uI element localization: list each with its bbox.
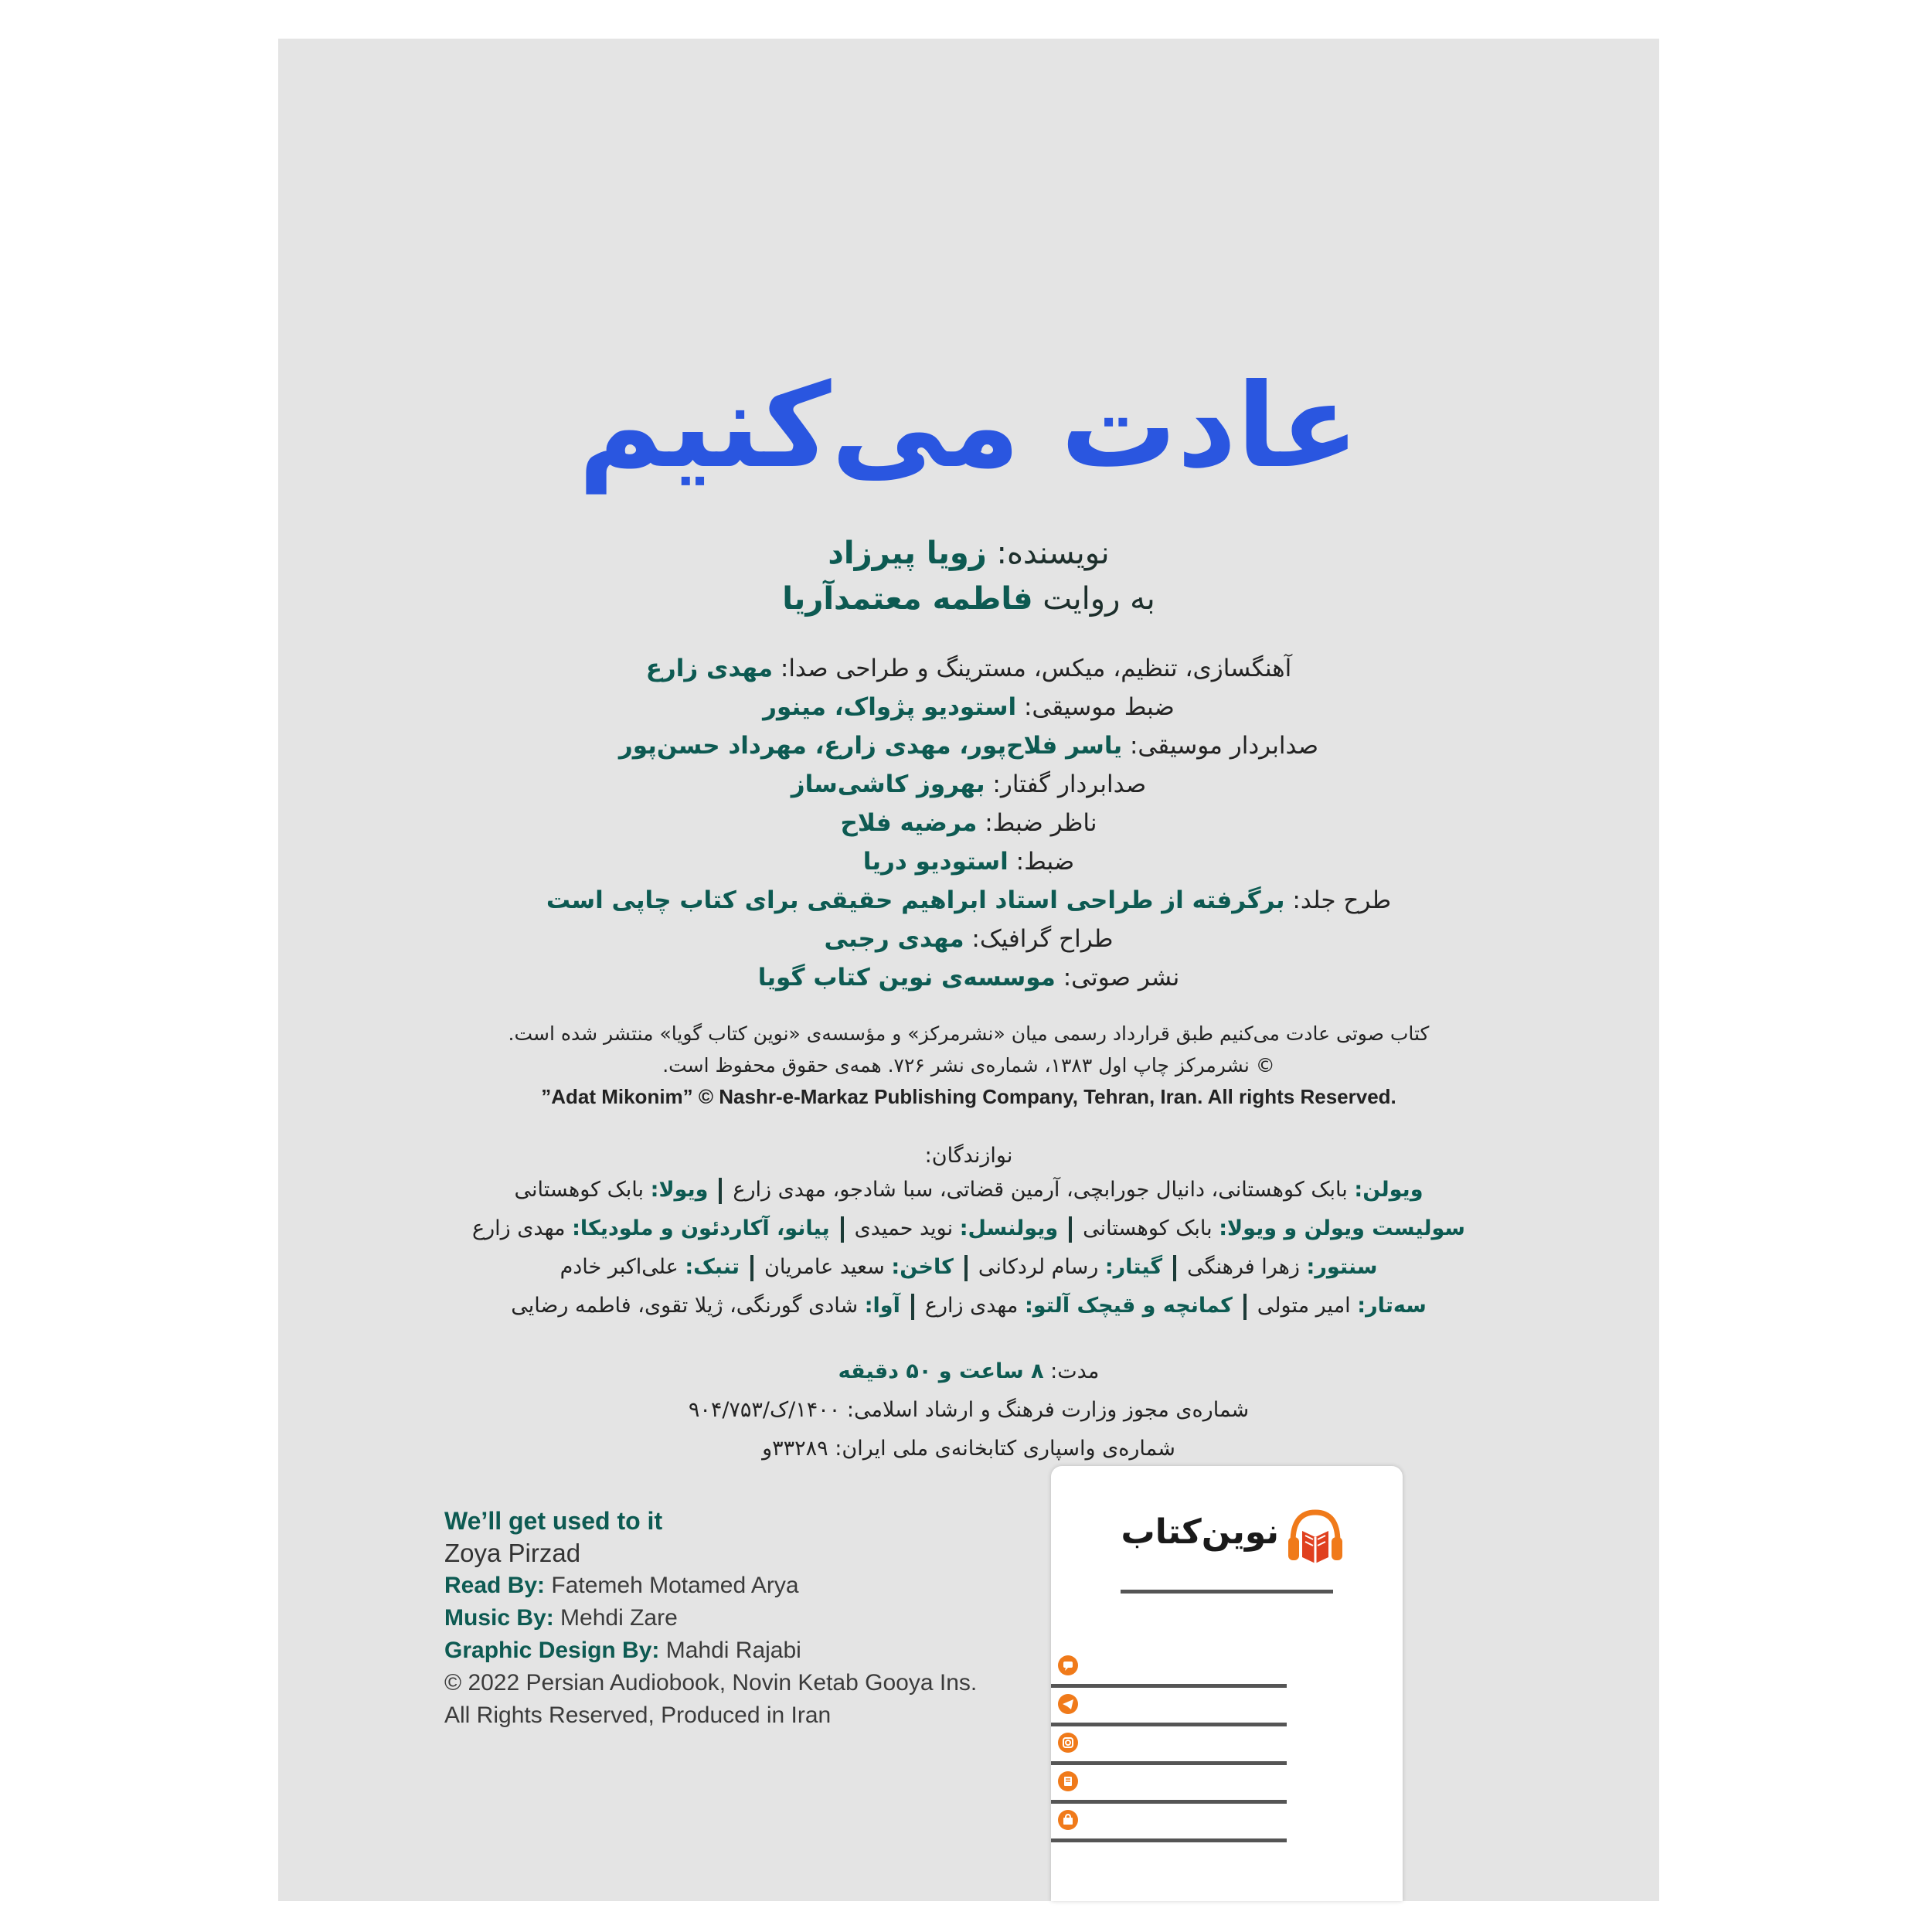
credit-value: استودیو دریا [862,848,1009,876]
read-by-label: Read By: [444,1573,546,1598]
instrument-label: ویولنسل: [959,1216,1059,1240]
english-author: Zoya Pirzad [444,1539,581,1567]
separator [841,1216,844,1243]
separator [964,1255,968,1281]
social-row-telegram[interactable] [1051,1690,1287,1729]
musician-row [278,1209,1659,1248]
publisher-card [1051,1466,1403,1901]
credit-label: ضبط: [1015,848,1075,876]
instrument-label: ویولا: [650,1178,709,1202]
credit-label: صدابردار گفتار: [992,770,1147,798]
credit-line [278,920,1659,958]
musician-names: بابک کوهستانی، دانیال جورابچی، آرمین قضاتی، سبا شادجو، مهدی زارع [733,1178,1348,1202]
duration-label: مدت: [1050,1359,1100,1383]
music-by-value: Mehdi Zare [560,1605,678,1631]
publisher-logo [1113,1506,1345,1568]
legal-notice [278,1018,1659,1113]
copyright-line: © 2022 Persian Audiobook, Novin Ketab Gooya Ins. [444,1670,978,1696]
design-line [444,1634,985,1667]
credit-value: مرضیه فلاح [840,809,978,837]
design-value: Mahdi Rajabi [665,1638,801,1663]
read-by-line [444,1570,985,1602]
social-underline [1051,1684,1287,1688]
credit-value: یاسر فلاح‌پور، مهدی زارع، مهرداد حسن‌پور [618,732,1123,760]
headphones-book-icon [1287,1506,1345,1568]
author-line [278,536,1659,571]
duration-value: ۸ ساعت و ۵۰ دقیقه [838,1359,1044,1383]
chat-icon[interactable] [1057,1655,1079,1676]
musician-names: شادی گورنگی، ژیلا تقوی، فاطمه رضایی [511,1294,859,1318]
social-underline [1051,1800,1287,1804]
instrument-label: ویولن: [1354,1178,1423,1202]
instrument-label: پیانو، آکاردئون و ملودیکا: [572,1216,830,1240]
musician-names: رسام لردکانی [978,1255,1099,1279]
credit-value: موسسه‌ی نوین کتاب گویا [757,964,1056,992]
instrument-label: کمانچه و قیچک آلتو: [1024,1294,1233,1318]
music-by-label: Music By: [444,1605,554,1631]
social-underline [1051,1723,1287,1726]
book-back-cover [278,39,1659,1901]
instrument-label: سنتور: [1306,1255,1378,1279]
narrator-name: فاطمه معتمدآریا [782,581,1033,617]
card-divider [1121,1590,1333,1594]
separator [911,1294,914,1320]
separator [1173,1255,1176,1281]
duration-line [278,1352,1659,1391]
english-credits [444,1505,985,1732]
credit-label: نشر صوتی: [1063,964,1180,992]
telegram-icon[interactable] [1057,1693,1079,1715]
english-title: We’ll get used to it [444,1507,663,1535]
separator [750,1255,753,1281]
musician-names: سعید عامریان [764,1255,885,1279]
instrument-label: تنبک: [685,1255,740,1279]
legal-english: ”Adat Mikonim” © Nashr-e-Markaz Publishing Company, Tehran, Iran. All rights Reserved. [541,1085,1396,1108]
publication-meta [278,1352,1659,1468]
musicians-title: نوازندگان: [924,1144,1013,1168]
social-row-book[interactable] [1051,1767,1287,1806]
credit-line [278,881,1659,920]
legal-line: کتاب صوتی عادت می‌کنیم طبق قرارداد رسمی میان «نشرمرکز» و مؤسسه‌ی «نوین کتاب گویا» منتشر شده است. [508,1022,1430,1045]
credit-label: طرح جلد: [1292,886,1392,914]
social-underline [1051,1761,1287,1765]
credit-label: ضبط موسیقی: [1023,693,1175,721]
credit-value: استودیو پژواک، مینور [763,693,1017,721]
credit-line [278,649,1659,688]
musicians-list [278,1171,1659,1325]
separator [1069,1216,1072,1243]
brand-name: نوین‌کتاب [1121,1512,1279,1552]
instrument-label: گیتار: [1104,1255,1163,1279]
social-row-shop[interactable] [1051,1806,1287,1845]
social-underline [1051,1838,1287,1842]
credit-value: مهدی رجبی [824,925,964,953]
musician-names: زهرا فرهنگی [1187,1255,1300,1279]
book-icon[interactable] [1057,1770,1079,1792]
credit-label: ناظر ضبط: [985,809,1097,837]
social-row-chat[interactable] [1051,1651,1287,1690]
legal-line: © نشرمرکز چاپ اول ۱۳۸۳، شماره‌ی نشر ۷۲۶. همه‌ی حقوق محفوظ است. [662,1054,1275,1077]
credit-value: برگرفته از طراحی استاد ابراهیم حقیقی برای کتاب چاپی است [546,886,1285,914]
license-number: شماره‌ی مجوز وزارت فرهنگ و ارشاد اسلامی: ۱۴۰۰/ک/۹۰۴/۷۵۳ [688,1398,1250,1422]
credit-label: صدابردار موسیقی: [1129,732,1319,760]
credit-label: طراح گرافیک: [971,925,1114,953]
musician-row [278,1248,1659,1287]
author-label: نویسنده: [996,536,1110,571]
musician-names: علی‌اکبر خادم [560,1255,679,1279]
musician-names: مهدی زارع [924,1294,1019,1318]
credits-list [278,649,1659,997]
rights-line: All Rights Reserved, Produced in Iran [444,1702,832,1728]
credit-line [278,765,1659,804]
musician-names: بابک کوهستانی [1083,1216,1213,1240]
credit-value: بهروز کاشی‌ساز [791,770,985,798]
social-row-instagram[interactable] [1051,1729,1287,1767]
instrument-label: سولیست ویولن و ویولا: [1219,1216,1465,1240]
shop-icon[interactable] [1057,1809,1079,1831]
instrument-label: آوا: [864,1294,900,1318]
instagram-icon[interactable] [1057,1732,1079,1753]
credit-value: مهدی زارع [645,655,774,682]
separator [1243,1294,1247,1320]
book-title: عادت می‌کنیم [578,359,1359,494]
credit-label: آهنگسازی، تنظیم، میکس، مسترینگ و طراحی صدا: [780,655,1292,682]
credit-line [278,804,1659,842]
instrument-label: کاخن: [891,1255,954,1279]
read-by-value: Fatemeh Motamed Arya [551,1573,799,1598]
musician-names: بابک کوهستانی [514,1178,645,1202]
music-by-line [444,1602,985,1634]
musician-row [278,1287,1659,1325]
credit-line [278,688,1659,726]
musician-row [278,1171,1659,1209]
narration-label: به روایت [1043,581,1155,617]
author-name: زویا پیرزاد [828,536,987,571]
deposit-number: شماره‌ی واسپاری کتابخانه‌ی ملی ایران: ۳۳۲۸۹و [762,1437,1175,1461]
separator [719,1178,722,1204]
design-label: Graphic Design By: [444,1638,660,1663]
credit-line [278,842,1659,881]
musician-names: نوید حمیدی [854,1216,954,1240]
credit-line [278,726,1659,765]
musician-names: امیر متولی [1257,1294,1351,1318]
narrator-line [278,581,1659,617]
credit-line [278,958,1659,997]
instrument-label: سه‌تار: [1357,1294,1427,1318]
musician-names: مهدی زارع [472,1216,566,1240]
